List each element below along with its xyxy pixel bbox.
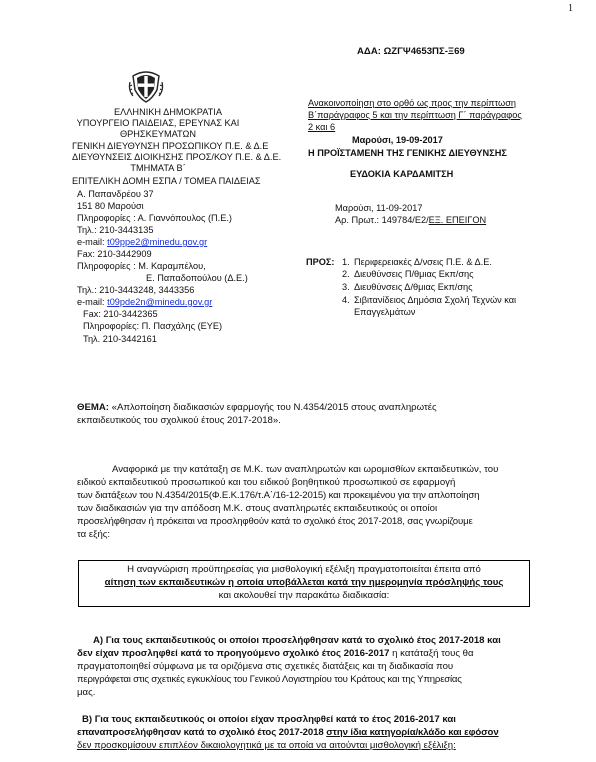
org-line-4: ΓΕΝΙΚΗ ΔΙΕΥΘΥΝΣΗ ΠΡΟΣΩΠΙΚΟΥ Π.Ε. & Δ.Ε: [72, 141, 269, 151]
recipient-item: [342, 268, 474, 280]
notice-date: Μαρούσι, 19-09-2017: [352, 135, 443, 145]
highlighted-notice-box: [78, 560, 530, 607]
info-contact-3: Πληροφορίες: Π. Πασχάλης (ΕΥΕ): [83, 321, 223, 331]
info-contact-2-cont: Ε. Παπαδοπούλου (Δ.Ε.): [146, 273, 248, 283]
section-a-bold-part: δεν είχαν προσληφθεί κατά το προηγούμενο σχολικό έτος 2016-2017: [77, 648, 390, 659]
subject-line-1: [77, 402, 529, 414]
subject-text-1: «Απλοποίηση διαδικασιών εφαρμογής του Ν.4354/2015 στους αναπληρωτές: [111, 402, 437, 413]
box-line-1: Η αναγνώριση προϋπηρεσίας για μισθολογική εξέλιξη πραγματοποιείται έπειτα από: [127, 564, 481, 575]
phone-1: Τηλ.: 210-3443135: [77, 225, 154, 235]
notice-line-3: 2 και 6: [308, 122, 336, 132]
greek-emblem-icon: [127, 68, 165, 104]
section-b-bold-a: επαναπροσελήφθησαν κατά το σχολικό έτος 2017-2018: [77, 727, 327, 738]
recipients-label: ΠΡΟΣ:: [306, 257, 335, 267]
urgency-label: ΕΞ. ΕΠΕΙΓΟΝ: [428, 215, 487, 225]
ada-code: ΑΔΑ: ΩΖΓΨ4653ΠΣ-Ξ69: [357, 46, 465, 57]
org-line-7: ΕΠΙΤΕΛΙΚΗ ΔΟΜΗ ΕΣΠΑ / ΤΟΜΕΑ ΠΑΙΔΕΙΑΣ: [72, 176, 261, 186]
info-contact-1: Πληροφορίες : Α. Γιαννόπουλος (Π.Ε.): [77, 213, 232, 223]
paragraph-line: των διαδικασιών για την απόδοση Μ.Κ. στους αναπληρωτές εκπαιδευτικούς οι οποίοι: [77, 503, 438, 514]
phone-3: Τηλ. 210-3442161: [83, 334, 157, 344]
paragraph-line: μας.: [77, 687, 96, 698]
protocol-number: [335, 214, 486, 226]
document-date: Μαρούσι, 11-09-2017: [335, 203, 423, 213]
recipient-number: 2.: [342, 269, 350, 279]
paragraph-line: προσελήφθησαν ή πρόκειται να προσληφθούν κατά το σχολικό έτος 2017-2018, σας γνωρίζουμε: [77, 516, 473, 527]
notice-signatory: ΕΥΔΟΚΙΑ ΚΑΡΔΑΜΙΤΣΗ: [350, 169, 454, 179]
section-b-line-3: δεν προσκομίσουν επιπλέον δικαιολογητικά με τα οποία να αιτούνται μισθολογική εξέλιξη:: [77, 740, 456, 751]
paragraph-line: τα εξής:: [77, 529, 111, 540]
email-label-1: e-mail:: [77, 237, 105, 247]
recipient-number: 1.: [342, 257, 350, 267]
subject-label: ΘΕΜΑ:: [77, 402, 109, 413]
paragraph-line: των διατάξεων του Ν.4354/2015(Φ.Ε.Κ.176/τ.Α΄/16-12-2015) και προκειμένου για την απλοποίηση: [77, 490, 480, 501]
subject-line-2: εκπαιδευτικούς του σχολικού έτους 2017-2018».: [77, 415, 281, 426]
org-line-1: ΕΛΛΗΝΙΚΗ ΔΗΜΟΚΡΑΤΙΑ: [114, 107, 222, 117]
notice-authority: Η ΠΡΟΪΣΤΑΜΕΝΗ ΤΗΣ ΓΕΝΙΚΗΣ ΔΙΕΥΘΥΝΣΗΣ: [308, 148, 507, 158]
recipient-item: [342, 256, 492, 268]
address: Α. Παπανδρέου 37: [77, 189, 154, 199]
notice-line-2: Β΄παράγραφος 5 και την περίπτωση Γ΄ παράγραφος: [308, 110, 522, 120]
paragraph-line: ειδικού εκπαιδευτικού προσωπικού και του ειδικού βοηθητικού προσωπικού σε εφαρμογή: [77, 477, 456, 488]
recipient-text: Διευθύνσεις Δ/θμιας Εκπ/σης: [354, 282, 473, 292]
email-link-2[interactable]: t09pde2n@minedu.gov.gr: [107, 297, 213, 307]
section-b-heading: Β) Για τους εκπαιδευτικούς οι οποίοι είχαν προσληφθεί κατά το έτος 2016-2017 και: [82, 714, 456, 725]
recipient-text: Περιφερειακές Δ/νσεις Π.Ε. & Δ.Ε.: [354, 257, 492, 267]
org-line-2: ΥΠΟΥΡΓΕΙΟ ΠΑΙΔΕΙΑΣ, ΕΡΕΥΝΑΣ ΚΑΙ: [76, 118, 240, 128]
recipient-number: 4.: [342, 295, 350, 305]
phone-2: Τηλ.: 210-3443248, 3443356: [77, 285, 195, 295]
recipient-text: Σιβιτανίδειος Δημόσια Σχολή Τεχνών και: [354, 295, 517, 305]
section-a-rest: η κατάταξή τους θα: [389, 648, 474, 659]
section-a-heading: Α) Για τους εκπαιδευτικούς οι οποίοι προσελήφθησαν κατά το σχολικό έτος 2017-2018 και: [93, 635, 501, 646]
recipient-number: 3.: [342, 282, 350, 292]
recipient-item: [342, 281, 473, 293]
section-b-bold-b: στην ίδια κατηγορία/κλάδο και εφόσον: [326, 727, 499, 738]
paragraph-line: περιγράφεται στις σχετικές εγκυκλίους του Γενικού Λογιστηρίου του Κράτους και της Υπηρεσίας: [77, 674, 462, 685]
email-row-1: [77, 236, 207, 248]
section-a-line-2: [77, 648, 474, 660]
info-contact-2: Πληροφορίες : Μ. Καραμπέλου,: [77, 261, 206, 271]
recipient-item: [342, 294, 516, 306]
org-line-3: ΘΡΗΣΚΕΥΜΑΤΩΝ: [119, 129, 197, 139]
fax-1: Fax: 210-3442909: [77, 249, 152, 259]
fax-2: Fax: 210-3442365: [83, 309, 158, 319]
box-line-2: αίτηση των εκπαιδευτικών η οποία υποβάλλεται κατά την ημερομηνία πρόσληψής τους: [104, 577, 504, 588]
email-row-2: [77, 296, 212, 308]
recipient-text: Διευθύνσεις Π/θμιας Εκπ/σης: [354, 269, 474, 279]
page-number: 1: [568, 3, 573, 14]
section-b-line-2: [77, 727, 499, 739]
recipient-item-cont: Επαγγελμάτων: [354, 307, 416, 317]
protocol-prefix: Αρ. Πρωτ.: 149784/Ε2/: [335, 215, 429, 225]
paragraph-line: πραγματοποιηθεί σύμφωνα με τα οριζόμενα στις σχετικές διατάξεις και τη διαδικασία που: [77, 661, 454, 672]
paragraph-line: Αναφορικά με την κατάταξη σε Μ.Κ. των αναπληρωτών και ωρομισθίων εκπαιδευτικών, του: [112, 464, 499, 475]
org-line-6: ΤΜΗΜΑΤΑ Β΄: [130, 163, 186, 173]
postal-code: 151 80 Μαρούσι: [77, 201, 144, 211]
email-link-1[interactable]: t09ppe2@minedu.gov.gr: [107, 237, 208, 247]
notice-line-1: Ανακοινοποίηση στο ορθό ως προς την περίπτωση: [308, 98, 517, 108]
org-line-5: ΔΙΕΥΘΥΝΣΕΙΣ ΔΙΟΙΚΗΣΗΣ ΠΡΟΣ/ΚΟΥ Π.Ε. & Δ.Ε.: [72, 152, 282, 162]
email-label-2: e-mail:: [77, 297, 105, 307]
box-line-3: και ακολουθεί την παρακάτω διαδικασία:: [218, 590, 390, 601]
